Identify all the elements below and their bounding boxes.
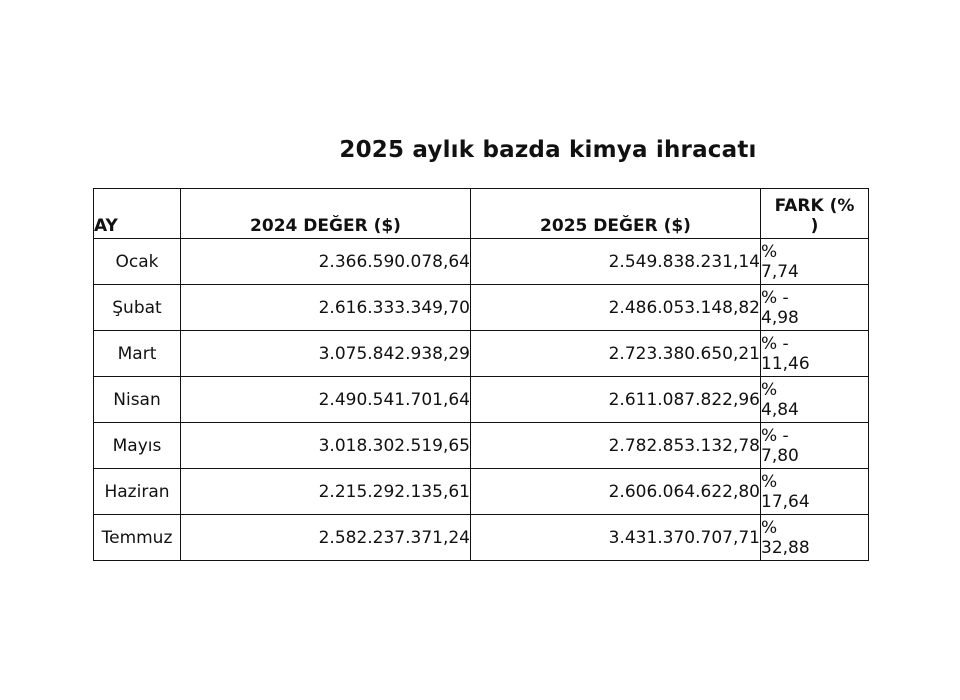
table-row (94, 331, 869, 377)
cell-2024-value: 2.215.292.135,61 (181, 469, 471, 515)
cell-month: Mart (94, 331, 181, 377)
fark-value: 17,64 (761, 491, 810, 512)
cell-2025-value: 2.606.064.622,80 (471, 469, 761, 515)
fark-sign: % (761, 471, 778, 492)
fark-sign: % - (761, 287, 789, 308)
cell-fark (761, 239, 869, 285)
cell-2024-value: 2.490.541.701,64 (181, 377, 471, 423)
table-row (94, 515, 869, 561)
fark-value: 4,98 (761, 307, 799, 328)
table-row (94, 377, 869, 423)
table-row (94, 239, 869, 285)
cell-2025-value: 2.549.838.231,14 (471, 239, 761, 285)
cell-2025-value: 3.431.370.707,71 (471, 515, 761, 561)
fark-value: 4,84 (761, 399, 799, 420)
cell-2025-value: 2.486.053.148,82 (471, 285, 761, 331)
cell-fark (761, 285, 869, 331)
cell-month: Şubat (94, 285, 181, 331)
fark-sign: % (761, 241, 778, 262)
cell-2024-value: 3.018.302.519,65 (181, 423, 471, 469)
cell-2024-value: 3.075.842.938,29 (181, 331, 471, 377)
fark-value: 11,46 (761, 353, 810, 374)
fark-value: 7,74 (761, 261, 799, 282)
cell-fark (761, 469, 869, 515)
fark-sign: % - (761, 333, 789, 354)
cell-fark (761, 331, 869, 377)
fark-value: 7,80 (761, 445, 799, 466)
header-2024-value: 2024 DEĞER ($) (181, 189, 471, 239)
header-fark-line2: ) (810, 216, 819, 236)
cell-month: Mayıs (94, 423, 181, 469)
cell-2024-value: 2.616.333.349,70 (181, 285, 471, 331)
table-row (94, 423, 869, 469)
table-header-row (94, 189, 869, 239)
cell-2025-value: 2.723.380.650,21 (471, 331, 761, 377)
cell-fark (761, 515, 869, 561)
cell-2025-value: 2.782.853.132,78 (471, 423, 761, 469)
export-table (93, 188, 869, 561)
cell-fark (761, 423, 869, 469)
cell-2025-value: 2.611.087.822,96 (471, 377, 761, 423)
cell-month: Nisan (94, 377, 181, 423)
cell-month: Ocak (94, 239, 181, 285)
cell-fark (761, 377, 869, 423)
fark-sign: % - (761, 425, 789, 446)
fark-value: 32,88 (761, 537, 810, 558)
fark-sign: % (761, 517, 778, 538)
cell-2024-value: 2.366.590.078,64 (181, 239, 471, 285)
fark-sign: % (761, 379, 778, 400)
header-fark (761, 189, 869, 239)
header-fark-line1: FARK (% (774, 196, 855, 216)
table-row (94, 469, 869, 515)
cell-month: Temmuz (94, 515, 181, 561)
header-2025-value: 2025 DEĞER ($) (471, 189, 761, 239)
table-row (94, 285, 869, 331)
page-title: 2025 aylık bazda kimya ihracatı (339, 137, 757, 163)
cell-2024-value: 2.582.237.371,24 (181, 515, 471, 561)
cell-month: Haziran (94, 469, 181, 515)
header-ay: AY (94, 189, 181, 239)
